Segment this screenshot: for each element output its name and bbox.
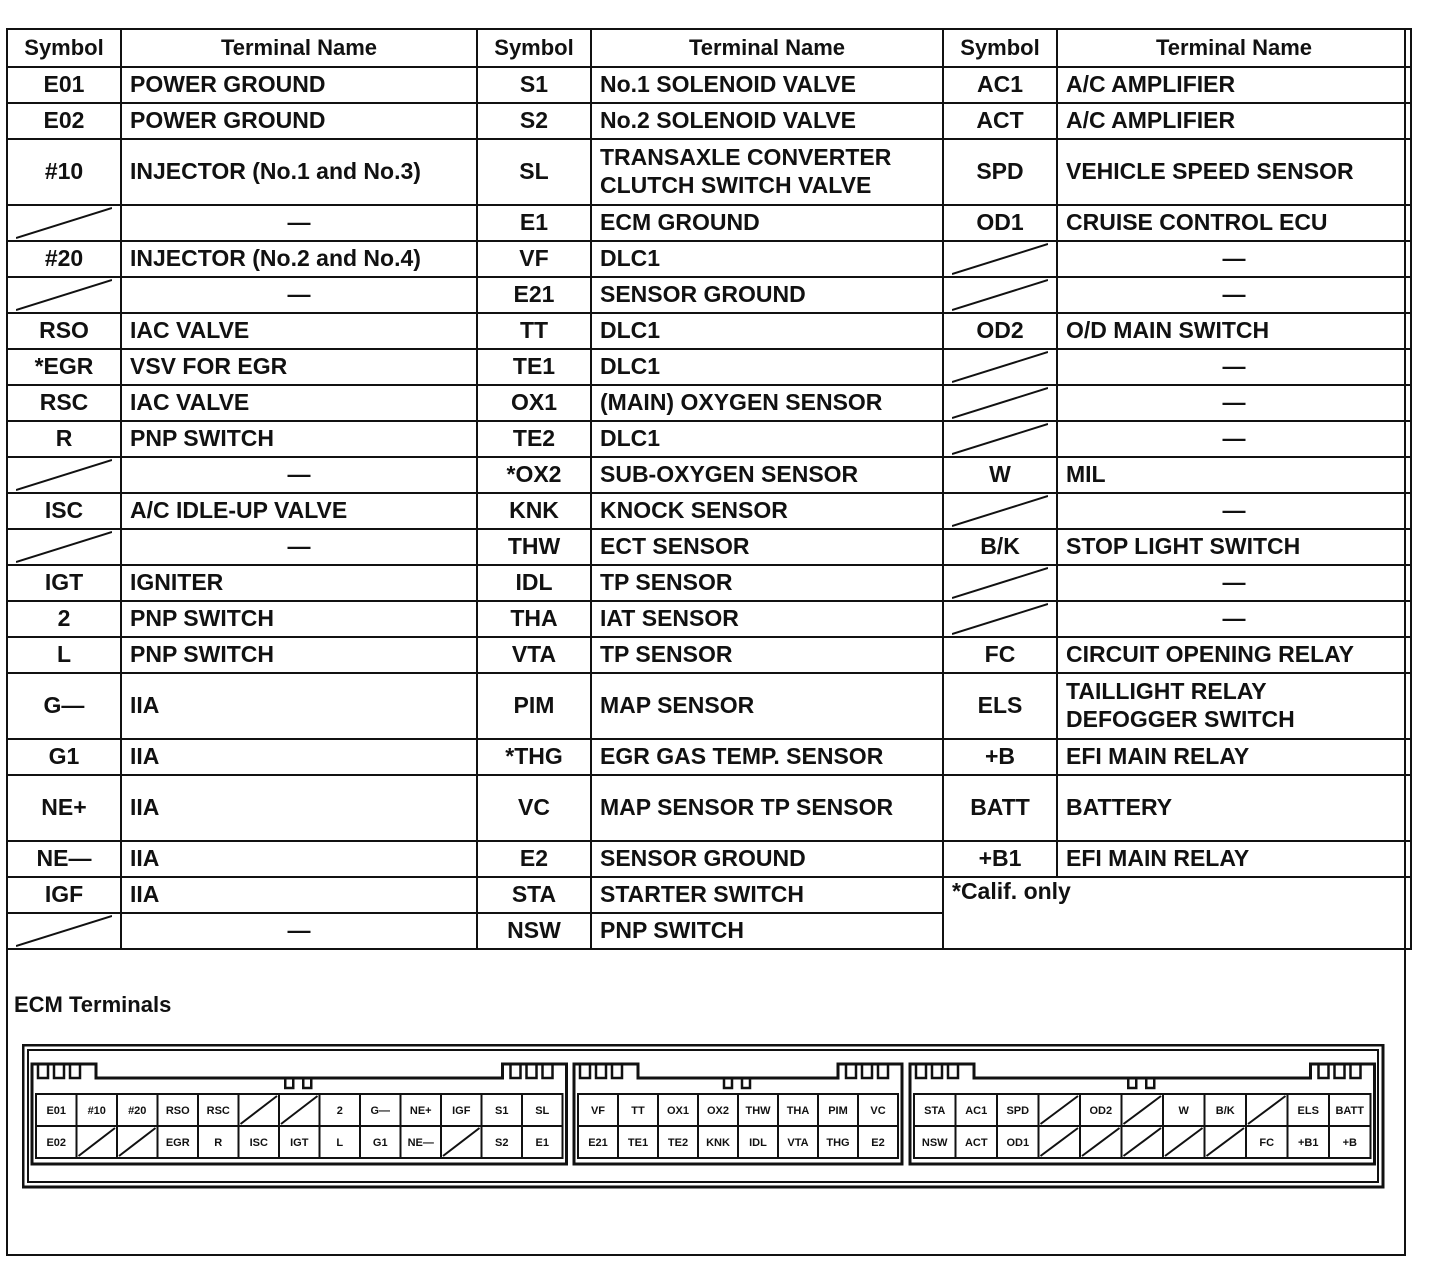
symbol-cell: AC1 [943,67,1057,103]
terminal-name-cell: SENSOR GROUND [591,841,943,877]
symbol-cell: OX1 [477,385,591,421]
terminal-name-cell: VEHICLE SPEED SENSOR [1057,139,1411,205]
symbol-cell: OD1 [943,205,1057,241]
terminal-name-cell: KNOCK SENSOR [591,493,943,529]
terminal-name-cell: TRANSAXLE CONVERTER CLUTCH SWITCH VALVE [591,139,943,205]
pin-label: 2 [336,1105,343,1117]
terminal-name-cell: A/C AMPLIFIER [1057,103,1411,139]
connector-latch [54,1064,64,1078]
terminal-name-cell: — [1057,601,1411,637]
terminal-name-cell: INJECTOR (No.2 and No.4) [121,241,477,277]
pin-label: THG [826,1137,850,1149]
pin-label: VTA [787,1137,809,1149]
terminal-name-cell: IIA [121,739,477,775]
terminal-name-cell: SUB-OXYGEN SENSOR [591,457,943,493]
table-row [7,67,1411,103]
terminal-name-cell: — [1057,565,1411,601]
terminal-name-cell: — [1057,421,1411,457]
pin-label: FC [1259,1137,1275,1149]
symbol-header: Symbol [943,29,1057,67]
pin-label: +B [1342,1137,1357,1149]
connector-latch [846,1064,856,1078]
connector-latch [916,1064,926,1078]
symbol-cell: RSC [7,385,121,421]
symbol-cell: ACT [943,103,1057,139]
pin-label: AC1 [965,1105,988,1117]
terminal-name-cell: MAP SENSOR TP SENSOR [591,775,943,841]
symbol-header: Symbol [477,29,591,67]
terminal-name-cell: IAT SENSOR [591,601,943,637]
symbol-cell: #10 [7,139,121,205]
pin-label: L [336,1137,344,1149]
terminal-name-cell: PNP SWITCH [121,421,477,457]
terminal-name-cell: IIA [121,673,477,739]
table-row [7,565,1411,601]
terminal-name-cell: STARTER SWITCH [591,877,943,913]
empty-symbol-cell [943,421,1057,457]
terminal-name-cell: TP SENSOR [591,637,943,673]
terminal-table [6,28,1412,950]
terminal-name-cell: DLC1 [591,241,943,277]
pin-label: RSC [206,1105,230,1117]
connector-latch [596,1064,606,1078]
ecm-connector-diagram [22,1044,1386,1190]
symbol-cell: E01 [7,67,121,103]
symbol-cell: IGT [7,565,121,601]
terminal-name-cell: ECM GROUND [591,205,943,241]
pin-label: STA [924,1105,946,1117]
symbol-cell: VC [477,775,591,841]
connector-latch [511,1064,521,1078]
symbol-cell: VTA [477,637,591,673]
symbol-cell: NE+ [7,775,121,841]
symbol-cell: SL [477,139,591,205]
symbol-cell: THW [477,529,591,565]
empty-symbol-cell [943,385,1057,421]
calif-footnote: *Calif. only [943,877,1411,949]
pin-label: THA [786,1105,810,1117]
pin-label: +B1 [1298,1137,1319,1149]
symbol-cell: *EGR [7,349,121,385]
terminal-name-cell: — [1057,493,1411,529]
symbol-cell: 2 [7,601,121,637]
terminal-name-cell: No.2 SOLENOID VALVE [591,103,943,139]
symbol-cell: TE2 [477,421,591,457]
table-row [7,205,1411,241]
symbol-cell: BATT [943,775,1057,841]
pin-label: OX2 [706,1105,730,1117]
terminal-name-cell: IAC VALVE [121,313,477,349]
symbol-cell: E02 [7,103,121,139]
symbol-cell: W [943,457,1057,493]
terminal-name-cell: PNP SWITCH [591,913,943,949]
terminal-name-cell: — [121,529,477,565]
pin-label: G— [370,1105,391,1117]
terminal-name-cell: DLC1 [591,313,943,349]
pin-label: ELS [1297,1105,1319,1117]
terminal-name-cell: — [1057,277,1411,313]
terminal-name-cell: O/D MAIN SWITCH [1057,313,1411,349]
table-row [7,673,1411,739]
terminal-name-cell: A/C AMPLIFIER [1057,67,1411,103]
symbol-cell: THA [477,601,591,637]
connector-latch [1319,1064,1329,1078]
terminal-name-cell: MAP SENSOR [591,673,943,739]
pin-label: IGT [290,1137,309,1149]
terminal-name-cell: BATTERY [1057,775,1411,841]
table-row [7,493,1411,529]
empty-symbol-cell [7,529,121,565]
symbol-cell: TE1 [477,349,591,385]
table-row [7,877,1411,913]
symbol-cell: E21 [477,277,591,313]
symbol-header: Symbol [7,29,121,67]
connector-latch [70,1064,80,1078]
table-row [7,457,1411,493]
terminal-name-cell: EFI MAIN RELAY [1057,739,1411,775]
symbol-cell: R [7,421,121,457]
terminal-name-cell: INJECTOR (No.1 and No.3) [121,139,477,205]
symbol-cell: IGF [7,877,121,913]
pin-label: TE2 [667,1137,689,1149]
table-row [7,385,1411,421]
pin-label: S1 [495,1105,509,1117]
connector-latch [1351,1064,1361,1078]
terminal-name-cell: ECT SENSOR [591,529,943,565]
symbol-cell: G1 [7,739,121,775]
symbol-cell: E2 [477,841,591,877]
pin-label: R [214,1137,223,1149]
pin-label: VF [590,1105,606,1117]
terminal-name-cell: POWER GROUND [121,67,477,103]
pin-label: RSO [165,1105,190,1117]
terminal-name-cell: CIRCUIT OPENING RELAY [1057,637,1411,673]
pin-label: PIM [828,1105,848,1117]
symbol-cell: +B1 [943,841,1057,877]
terminal-name-cell: (MAIN) OXYGEN SENSOR [591,385,943,421]
terminal-name-cell: SENSOR GROUND [591,277,943,313]
pin-label: #20 [128,1105,147,1117]
pin-label: E21 [588,1137,608,1149]
symbol-cell: E1 [477,205,591,241]
empty-symbol-cell [7,277,121,313]
empty-symbol-cell [943,565,1057,601]
empty-symbol-cell [943,493,1057,529]
terminal-name-cell: EFI MAIN RELAY [1057,841,1411,877]
terminal-name-cell: TAILLIGHT RELAY DEFOGGER SWITCH [1057,673,1411,739]
terminal-name-header: Terminal Name [1057,29,1411,67]
symbol-cell: ISC [7,493,121,529]
connector-latch [612,1064,622,1078]
pin-label: E02 [46,1137,67,1149]
symbol-cell: STA [477,877,591,913]
terminal-name-header: Terminal Name [121,29,477,67]
table-row [7,313,1411,349]
terminal-name-cell: DLC1 [591,349,943,385]
terminal-name-cell: POWER GROUND [121,103,477,139]
pin-label: NSW [921,1137,948,1149]
symbol-cell: +B [943,739,1057,775]
symbol-cell: S2 [477,103,591,139]
pin-label: ACT [964,1137,988,1149]
pin-label: E1 [535,1137,549,1149]
terminal-name-cell: DLC1 [591,421,943,457]
terminal-name-cell: — [121,277,477,313]
pin-label: E2 [871,1137,885,1149]
table-row [7,841,1411,877]
table-row [7,529,1411,565]
pin-label: B/K [1215,1105,1235,1117]
empty-symbol-cell [943,601,1057,637]
connector-latch [580,1064,590,1078]
symbol-cell: PIM [477,673,591,739]
symbol-cell: #20 [7,241,121,277]
symbol-cell: IDL [477,565,591,601]
symbol-cell: ELS [943,673,1057,739]
terminal-name-cell: MIL [1057,457,1411,493]
pin-label: IDL [749,1137,767,1149]
terminal-name-cell: TP SENSOR [591,565,943,601]
table-row [7,421,1411,457]
terminal-name-cell: IIA [121,877,477,913]
terminal-name-cell: STOP LIGHT SWITCH [1057,529,1411,565]
terminal-name-cell: IAC VALVE [121,385,477,421]
empty-symbol-cell [943,241,1057,277]
table-row [7,739,1411,775]
terminal-name-cell: CRUISE CONTROL ECU [1057,205,1411,241]
symbol-cell: SPD [943,139,1057,205]
empty-symbol-cell [943,277,1057,313]
pin-label: OD2 [1089,1105,1113,1117]
pin-label: G1 [372,1137,388,1149]
terminal-name-header: Terminal Name [591,29,943,67]
pin-label: #10 [87,1105,106,1117]
table-row [7,637,1411,673]
pin-label: NE— [407,1137,434,1149]
pin-label: THW [745,1105,771,1117]
connector-latch [543,1064,553,1078]
empty-symbol-cell [7,457,121,493]
table-row [7,139,1411,205]
pin-label: NE+ [409,1105,432,1117]
connector-latch [932,1064,942,1078]
pin-label: S2 [495,1137,509,1149]
connector-latch [1335,1064,1345,1078]
pin-label: VC [870,1105,886,1117]
symbol-cell: *THG [477,739,591,775]
table-row [7,241,1411,277]
table-row [7,277,1411,313]
terminal-name-cell: — [121,205,477,241]
terminal-name-cell: — [1057,241,1411,277]
symbol-cell: KNK [477,493,591,529]
symbol-cell: RSO [7,313,121,349]
symbol-cell: VF [477,241,591,277]
symbol-cell: G— [7,673,121,739]
terminal-name-cell: IIA [121,841,477,877]
pin-label: TE1 [627,1137,649,1149]
terminal-name-cell: — [121,457,477,493]
terminal-name-cell: PNP SWITCH [121,601,477,637]
pin-label: OD1 [1006,1137,1030,1149]
pin-label: ISC [249,1137,268,1149]
symbol-cell: NE— [7,841,121,877]
ecm-terminals-caption: ECM Terminals [14,992,172,1017]
table-row [7,103,1411,139]
symbol-cell: OD2 [943,313,1057,349]
terminal-name-cell: IGNITER [121,565,477,601]
pin-label: BATT [1335,1105,1365,1117]
terminal-name-cell: No.1 SOLENOID VALVE [591,67,943,103]
table-header-row [7,29,1411,67]
symbol-cell: TT [477,313,591,349]
connector-latch [948,1064,958,1078]
symbol-cell: L [7,637,121,673]
pin-label: W [1178,1105,1189,1117]
pin-label: KNK [706,1137,730,1149]
symbol-cell: NSW [477,913,591,949]
terminal-name-cell: IIA [121,775,477,841]
terminal-name-cell: — [1057,385,1411,421]
terminal-name-cell: EGR GAS TEMP. SENSOR [591,739,943,775]
table-row [7,349,1411,385]
empty-symbol-cell [7,205,121,241]
terminal-name-cell: — [1057,349,1411,385]
symbol-cell: B/K [943,529,1057,565]
pin-label: SL [535,1105,550,1117]
table-row [7,775,1411,841]
table-row [7,601,1411,637]
terminal-name-cell: VSV FOR EGR [121,349,477,385]
pin-label: EGR [165,1137,190,1149]
terminal-name-cell: PNP SWITCH [121,637,477,673]
empty-symbol-cell [7,913,121,949]
symbol-cell: FC [943,637,1057,673]
pin-label: TT [631,1105,645,1117]
pin-label: OX1 [666,1105,690,1117]
pin-label: IGF [452,1105,471,1117]
symbol-cell: *OX2 [477,457,591,493]
pin-label: E01 [46,1105,67,1117]
pin-label: SPD [1006,1105,1030,1117]
empty-symbol-cell [943,349,1057,385]
connector-latch [878,1064,888,1078]
connector-latch [527,1064,537,1078]
terminal-name-cell: A/C IDLE-UP VALVE [121,493,477,529]
connector-latch [862,1064,872,1078]
terminal-name-cell: — [121,913,477,949]
symbol-cell: S1 [477,67,591,103]
connector-latch [38,1064,48,1078]
